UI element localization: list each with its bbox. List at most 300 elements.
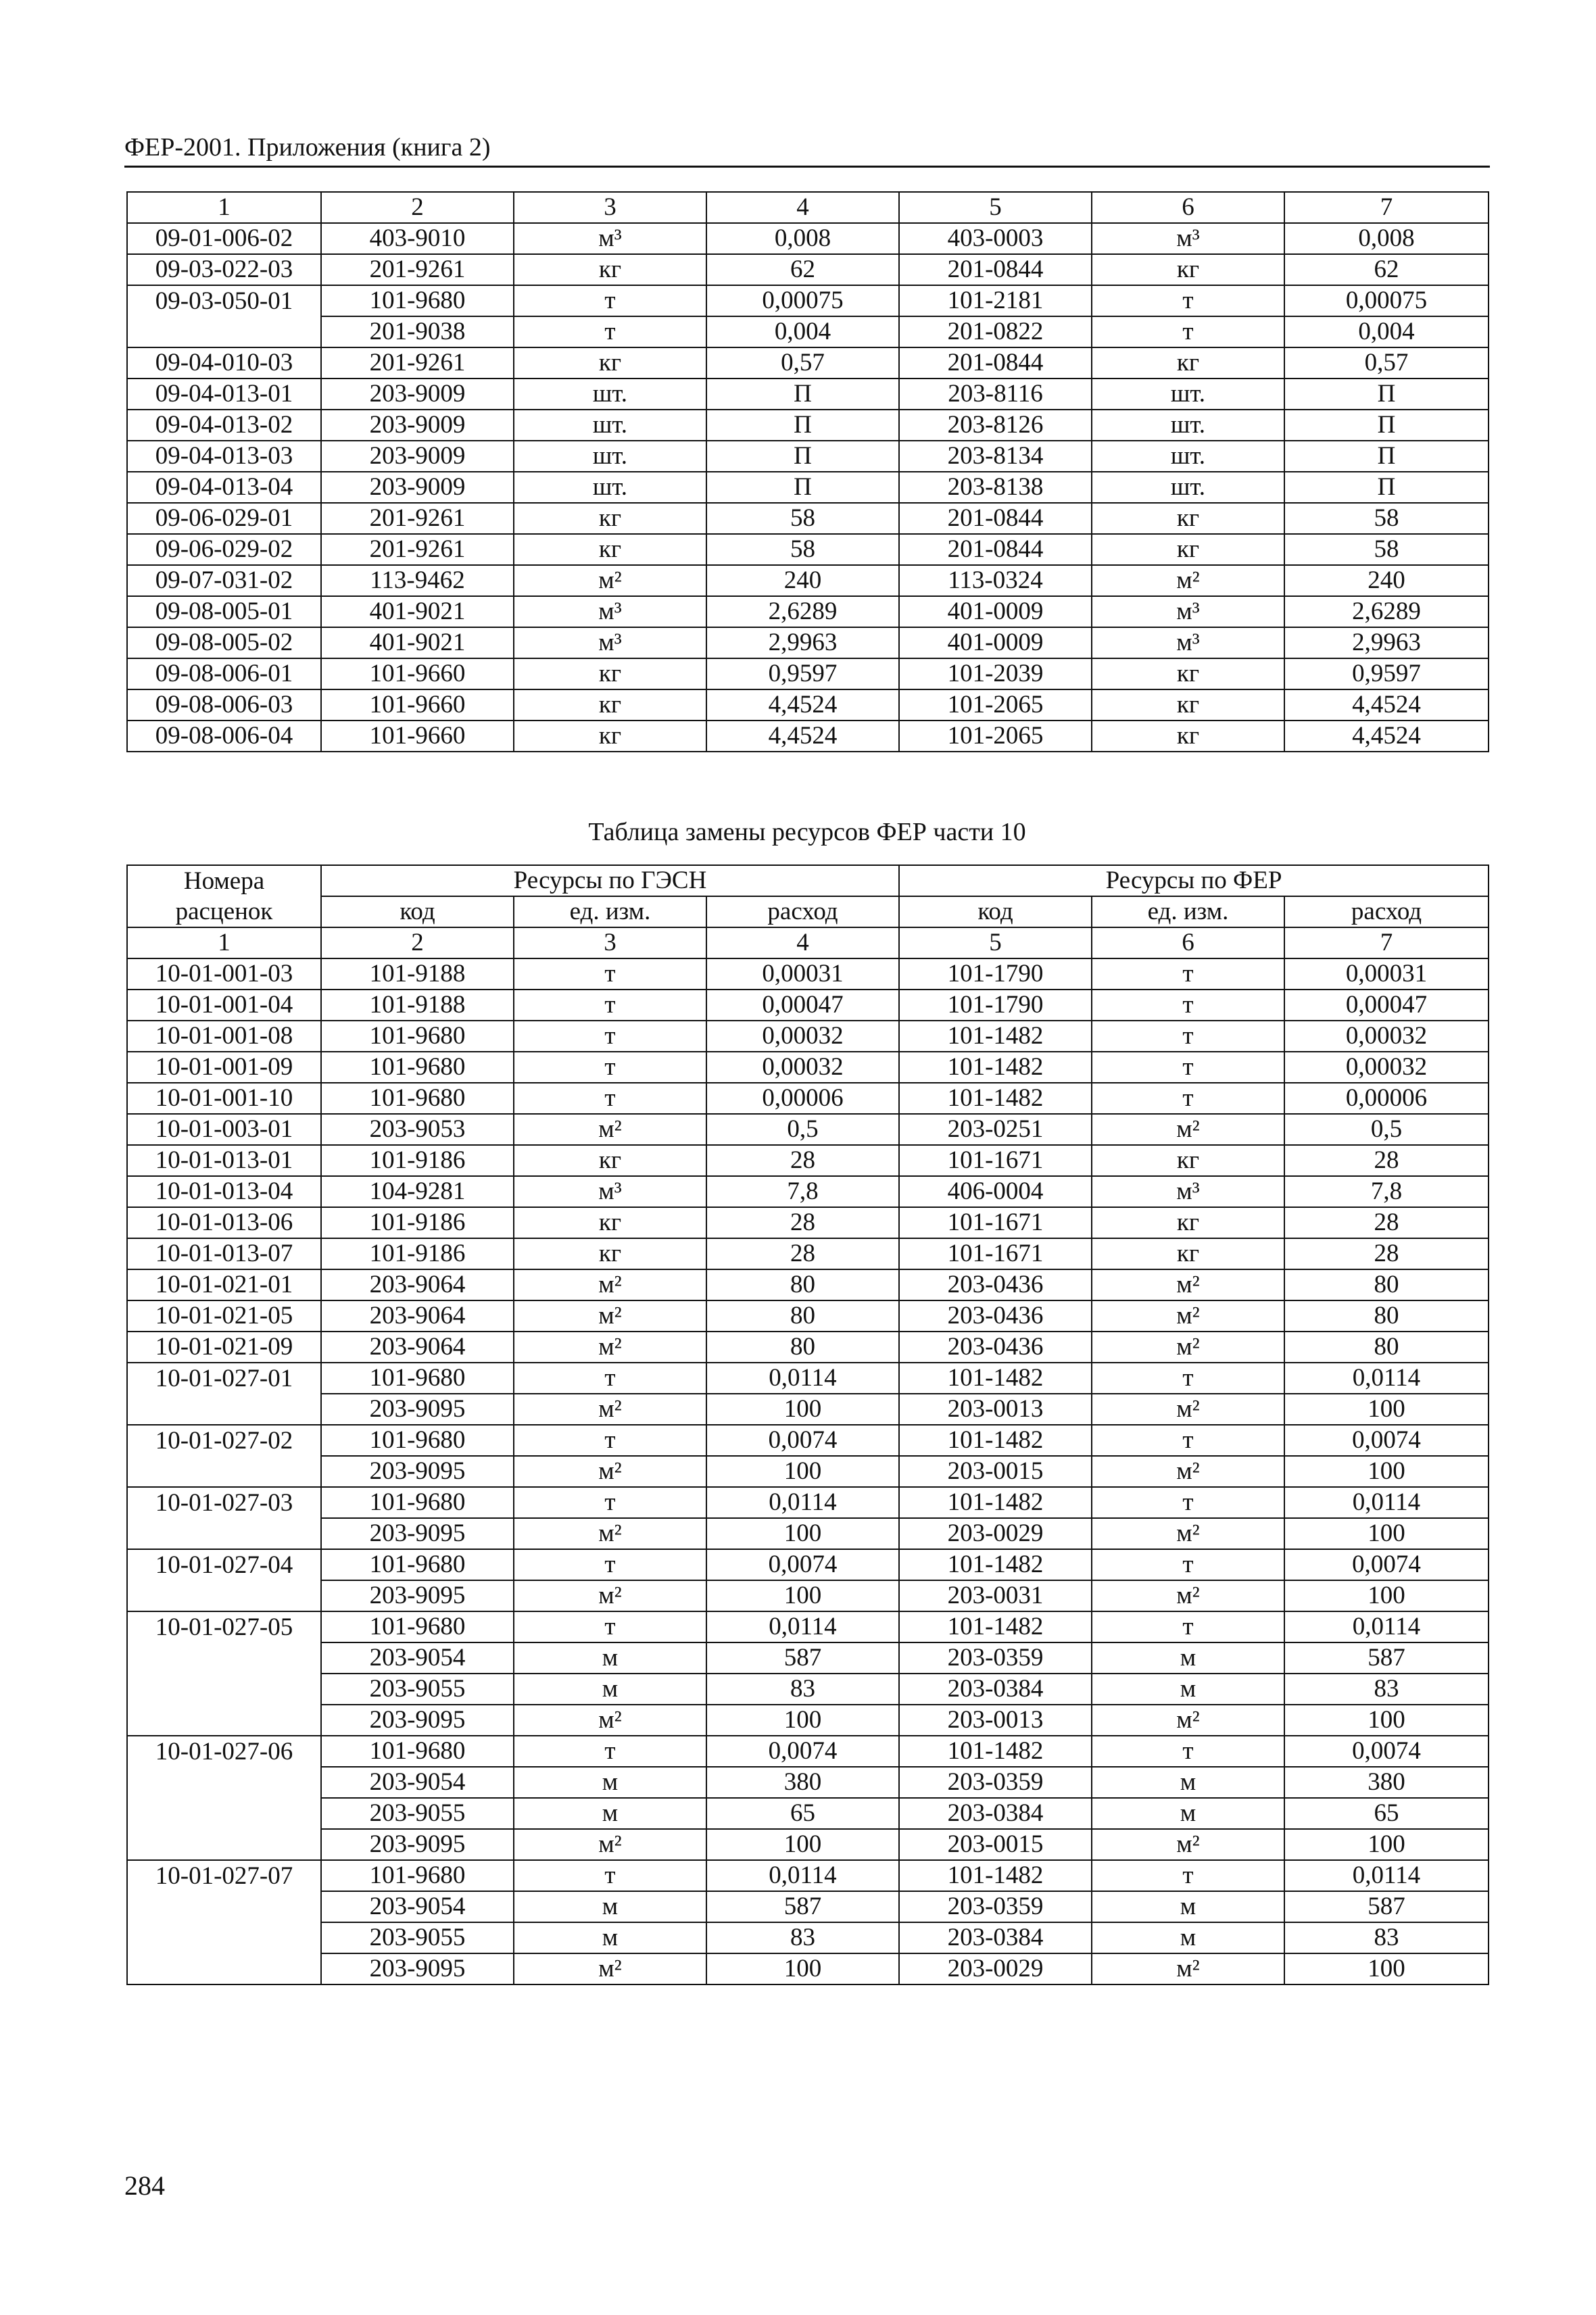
table-row bbox=[127, 1798, 1489, 1829]
rate-code bbox=[127, 1580, 321, 1611]
gesn-consumption: 0,00006 bbox=[706, 1083, 899, 1114]
table-row bbox=[127, 1642, 1489, 1674]
column-number: 5 bbox=[899, 927, 1092, 958]
column-number: 3 bbox=[514, 192, 706, 223]
fer-code: 406-0004 bbox=[899, 1176, 1092, 1207]
fer-code: 203-0251 bbox=[899, 1114, 1092, 1145]
fer-consumption: 240 bbox=[1284, 565, 1489, 596]
table-row bbox=[127, 1363, 1489, 1394]
gesn-code: 403-9010 bbox=[321, 223, 514, 254]
gesn-code: 203-9009 bbox=[321, 441, 514, 472]
rate-code: 09-04-013-01 bbox=[127, 379, 321, 410]
gesn-unit: м³ bbox=[514, 596, 706, 627]
fer-consumption: П bbox=[1284, 410, 1489, 441]
rate-code: 09-01-006-02 bbox=[127, 223, 321, 254]
gesn-consumption: 0,00031 bbox=[706, 958, 899, 990]
gesn-code: 203-9095 bbox=[321, 1705, 514, 1736]
rate-code: 09-04-013-03 bbox=[127, 441, 321, 472]
fer-consumption: 100 bbox=[1284, 1953, 1489, 1984]
fer-unit: кг bbox=[1092, 1238, 1284, 1269]
fer-code: 101-1482 bbox=[899, 1021, 1092, 1052]
fer-unit: шт. bbox=[1092, 472, 1284, 503]
fer-unit: м³ bbox=[1092, 627, 1284, 658]
fer-code: 101-2065 bbox=[899, 689, 1092, 721]
fer-code: 113-0324 bbox=[899, 565, 1092, 596]
gesn-code: 101-9680 bbox=[321, 1487, 514, 1518]
group-header-row bbox=[127, 865, 1489, 896]
fer-unit: т bbox=[1092, 1487, 1284, 1518]
gesn-code: 101-9188 bbox=[321, 990, 514, 1021]
gesn-code: 101-9660 bbox=[321, 658, 514, 689]
rate-code: 10-01-001-04 bbox=[127, 990, 321, 1021]
gesn-unit: м bbox=[514, 1642, 706, 1674]
fer-consumption: 28 bbox=[1284, 1238, 1489, 1269]
table-row bbox=[127, 1580, 1489, 1611]
gesn-unit: т bbox=[514, 990, 706, 1021]
fer-unit: м² bbox=[1092, 1269, 1284, 1300]
table-row bbox=[127, 316, 1489, 347]
fer-code: 201-0844 bbox=[899, 503, 1092, 534]
gesn-unit: м bbox=[514, 1922, 706, 1953]
gesn-unit: кг bbox=[514, 1145, 706, 1176]
gesn-code: 203-9095 bbox=[321, 1518, 514, 1549]
rate-code: 10-01-003-01 bbox=[127, 1114, 321, 1145]
fer-consumption: П bbox=[1284, 379, 1489, 410]
rate-code: 10-01-027-04 bbox=[127, 1549, 321, 1580]
table-row bbox=[127, 627, 1489, 658]
gesn-code: 101-9188 bbox=[321, 958, 514, 990]
rate-code: 10-01-013-01 bbox=[127, 1145, 321, 1176]
fer-consumption: 380 bbox=[1284, 1767, 1489, 1798]
fer-code: 203-8126 bbox=[899, 410, 1092, 441]
gesn-consumption: 240 bbox=[706, 565, 899, 596]
rate-code: 10-01-027-02 bbox=[127, 1425, 321, 1456]
gesn-consumption: 80 bbox=[706, 1332, 899, 1363]
fer-unit: м² bbox=[1092, 1580, 1284, 1611]
gesn-code: 113-9462 bbox=[321, 565, 514, 596]
fer-consumption: 80 bbox=[1284, 1269, 1489, 1300]
gesn-unit: кг bbox=[514, 1207, 706, 1238]
gesn-consumption: 0,0074 bbox=[706, 1425, 899, 1456]
rate-code bbox=[127, 1518, 321, 1549]
fer-consumption: 587 bbox=[1284, 1642, 1489, 1674]
fer-unit: т bbox=[1092, 285, 1284, 316]
gesn-consumption: 65 bbox=[706, 1798, 899, 1829]
fer-code: 101-1482 bbox=[899, 1425, 1092, 1456]
table-row bbox=[127, 689, 1489, 721]
fer-consumption: 80 bbox=[1284, 1300, 1489, 1332]
fer-code: 201-0822 bbox=[899, 316, 1092, 347]
rate-code bbox=[127, 1798, 321, 1829]
header-rate-numbers: Номера bbox=[127, 865, 321, 896]
gesn-consumption: 0,0114 bbox=[706, 1487, 899, 1518]
fer-unit: м² bbox=[1092, 1705, 1284, 1736]
gesn-unit: м³ bbox=[514, 223, 706, 254]
continuation-table-body bbox=[127, 192, 1489, 752]
fer-unit: м³ bbox=[1092, 223, 1284, 254]
fer-consumption: 58 bbox=[1284, 534, 1489, 565]
gesn-unit: т bbox=[514, 1487, 706, 1518]
table-row bbox=[127, 1083, 1489, 1114]
gesn-consumption: 0,0074 bbox=[706, 1549, 899, 1580]
fer-code: 101-1482 bbox=[899, 1487, 1092, 1518]
gesn-unit: шт. bbox=[514, 441, 706, 472]
table-row bbox=[127, 1456, 1489, 1487]
fer-code: 203-0436 bbox=[899, 1300, 1092, 1332]
rate-code: 10-01-001-10 bbox=[127, 1083, 321, 1114]
fer-unit: кг bbox=[1092, 1145, 1284, 1176]
fer-consumption: 83 bbox=[1284, 1922, 1489, 1953]
fer-code: 101-1482 bbox=[899, 1611, 1092, 1642]
table-row bbox=[127, 1052, 1489, 1083]
fer-consumption: 0,0074 bbox=[1284, 1736, 1489, 1767]
fer-consumption: 100 bbox=[1284, 1518, 1489, 1549]
header-rule bbox=[124, 166, 1490, 168]
gesn-unit: м bbox=[514, 1674, 706, 1705]
gesn-consumption: П bbox=[706, 410, 899, 441]
gesn-code: 101-9680 bbox=[321, 1860, 514, 1891]
rate-code: 10-01-021-05 bbox=[127, 1300, 321, 1332]
gesn-code: 203-9064 bbox=[321, 1269, 514, 1300]
table-row bbox=[127, 1269, 1489, 1300]
table-row bbox=[127, 990, 1489, 1021]
gesn-consumption: 0,9597 bbox=[706, 658, 899, 689]
gesn-code: 203-9055 bbox=[321, 1922, 514, 1953]
page-number: 284 bbox=[124, 2170, 165, 2201]
table-row bbox=[127, 596, 1489, 627]
fer-code: 203-0359 bbox=[899, 1891, 1092, 1922]
table-row bbox=[127, 1518, 1489, 1549]
table-row bbox=[127, 1207, 1489, 1238]
gesn-unit: м² bbox=[514, 1829, 706, 1860]
page-header-title: ФЕР-2001. Приложения (книга 2) bbox=[124, 133, 491, 162]
gesn-code: 101-9660 bbox=[321, 689, 514, 721]
fer-unit: т bbox=[1092, 1425, 1284, 1456]
resource-replacement-table-body bbox=[127, 865, 1489, 1984]
rate-code bbox=[127, 1953, 321, 1984]
gesn-consumption: 0,00032 bbox=[706, 1021, 899, 1052]
fer-consumption: 0,00031 bbox=[1284, 958, 1489, 990]
fer-code: 101-2065 bbox=[899, 721, 1092, 752]
fer-consumption: 100 bbox=[1284, 1829, 1489, 1860]
gesn-consumption: 0,008 bbox=[706, 223, 899, 254]
table-row bbox=[127, 1394, 1489, 1425]
fer-consumption: 0,00032 bbox=[1284, 1021, 1489, 1052]
fer-unit: т bbox=[1092, 1611, 1284, 1642]
gesn-code: 101-9680 bbox=[321, 1425, 514, 1456]
fer-unit: м² bbox=[1092, 1300, 1284, 1332]
fer-code: 101-2039 bbox=[899, 658, 1092, 689]
table-row bbox=[127, 1425, 1489, 1456]
rate-code: 10-01-021-09 bbox=[127, 1332, 321, 1363]
gesn-consumption: 100 bbox=[706, 1518, 899, 1549]
gesn-consumption: 58 bbox=[706, 503, 899, 534]
rate-code: 10-01-013-04 bbox=[127, 1176, 321, 1207]
rate-code bbox=[127, 1394, 321, 1425]
fer-unit: м bbox=[1092, 1767, 1284, 1798]
gesn-code: 104-9281 bbox=[321, 1176, 514, 1207]
fer-code: 203-0384 bbox=[899, 1674, 1092, 1705]
fer-consumption: П bbox=[1284, 441, 1489, 472]
table-row bbox=[127, 1176, 1489, 1207]
gesn-code: 201-9038 bbox=[321, 316, 514, 347]
gesn-code: 203-9009 bbox=[321, 472, 514, 503]
gesn-code: 203-9064 bbox=[321, 1332, 514, 1363]
gesn-unit: м² bbox=[514, 1394, 706, 1425]
fer-unit: м bbox=[1092, 1798, 1284, 1829]
fer-consumption: 0,5 bbox=[1284, 1114, 1489, 1145]
header-gesn-consumption: расход bbox=[706, 896, 899, 927]
gesn-consumption: 100 bbox=[706, 1456, 899, 1487]
gesn-unit: кг bbox=[514, 658, 706, 689]
fer-unit: т bbox=[1092, 1021, 1284, 1052]
fer-consumption: 0,00006 bbox=[1284, 1083, 1489, 1114]
resource-replacement-table bbox=[126, 864, 1489, 1985]
gesn-unit: кг bbox=[514, 721, 706, 752]
fer-consumption: 58 bbox=[1284, 503, 1489, 534]
gesn-code: 203-9095 bbox=[321, 1953, 514, 1984]
fer-code: 203-0436 bbox=[899, 1332, 1092, 1363]
table-row bbox=[127, 721, 1489, 752]
table-row bbox=[127, 1922, 1489, 1953]
fer-unit: кг bbox=[1092, 503, 1284, 534]
gesn-code: 101-9186 bbox=[321, 1238, 514, 1269]
rate-code: 09-08-006-03 bbox=[127, 689, 321, 721]
fer-unit: кг bbox=[1092, 658, 1284, 689]
fer-consumption: 4,4524 bbox=[1284, 721, 1489, 752]
fer-unit: м² bbox=[1092, 1518, 1284, 1549]
gesn-consumption: П bbox=[706, 379, 899, 410]
gesn-consumption: 62 bbox=[706, 254, 899, 285]
rate-code: 09-08-005-01 bbox=[127, 596, 321, 627]
fer-unit: кг bbox=[1092, 347, 1284, 379]
fer-consumption: 100 bbox=[1284, 1580, 1489, 1611]
gesn-unit: м² bbox=[514, 1114, 706, 1145]
gesn-unit: м² bbox=[514, 1953, 706, 1984]
fer-code: 101-1482 bbox=[899, 1549, 1092, 1580]
fer-code: 203-0013 bbox=[899, 1705, 1092, 1736]
gesn-consumption: 0,0114 bbox=[706, 1860, 899, 1891]
gesn-code: 101-9680 bbox=[321, 1021, 514, 1052]
gesn-code: 101-9680 bbox=[321, 1363, 514, 1394]
fer-unit: т bbox=[1092, 958, 1284, 990]
fer-unit: шт. bbox=[1092, 441, 1284, 472]
fer-consumption: 0,00047 bbox=[1284, 990, 1489, 1021]
rate-code: 10-01-013-06 bbox=[127, 1207, 321, 1238]
gesn-code: 101-9186 bbox=[321, 1207, 514, 1238]
fer-consumption: 2,9963 bbox=[1284, 627, 1489, 658]
fer-code: 401-0009 bbox=[899, 627, 1092, 658]
rate-code: 10-01-027-05 bbox=[127, 1611, 321, 1642]
gesn-unit: т bbox=[514, 1611, 706, 1642]
table-row bbox=[127, 472, 1489, 503]
fer-consumption: 80 bbox=[1284, 1332, 1489, 1363]
column-number: 4 bbox=[706, 927, 899, 958]
gesn-consumption: 83 bbox=[706, 1922, 899, 1953]
gesn-code: 101-9660 bbox=[321, 721, 514, 752]
table-row bbox=[127, 347, 1489, 379]
fer-unit: м bbox=[1092, 1674, 1284, 1705]
rate-code bbox=[127, 1891, 321, 1922]
gesn-unit: кг bbox=[514, 689, 706, 721]
fer-unit: шт. bbox=[1092, 410, 1284, 441]
fer-code: 101-2181 bbox=[899, 285, 1092, 316]
gesn-unit: м² bbox=[514, 1705, 706, 1736]
rate-code: 09-06-029-01 bbox=[127, 503, 321, 534]
gesn-unit: т bbox=[514, 1425, 706, 1456]
fer-code: 101-1482 bbox=[899, 1860, 1092, 1891]
table-row bbox=[127, 223, 1489, 254]
rate-code: 09-04-013-02 bbox=[127, 410, 321, 441]
gesn-unit: шт. bbox=[514, 379, 706, 410]
rate-code bbox=[127, 1705, 321, 1736]
table-row bbox=[127, 534, 1489, 565]
header-fer-code: код bbox=[899, 896, 1092, 927]
gesn-consumption: 2,9963 bbox=[706, 627, 899, 658]
column-number: 3 bbox=[514, 927, 706, 958]
gesn-unit: т bbox=[514, 285, 706, 316]
gesn-unit: м² bbox=[514, 1456, 706, 1487]
table-row bbox=[127, 1829, 1489, 1860]
fer-unit: м bbox=[1092, 1891, 1284, 1922]
fer-unit: м² bbox=[1092, 1114, 1284, 1145]
table-row bbox=[127, 1953, 1489, 1984]
gesn-unit: т bbox=[514, 1021, 706, 1052]
column-number-row bbox=[127, 927, 1489, 958]
sub-header-row bbox=[127, 896, 1489, 927]
fer-unit: т bbox=[1092, 990, 1284, 1021]
fer-code: 203-0384 bbox=[899, 1922, 1092, 1953]
gesn-unit: м² bbox=[514, 1269, 706, 1300]
gesn-unit: м³ bbox=[514, 627, 706, 658]
gesn-consumption: 28 bbox=[706, 1145, 899, 1176]
gesn-code: 101-9680 bbox=[321, 1083, 514, 1114]
rate-code bbox=[127, 1456, 321, 1487]
fer-code: 403-0003 bbox=[899, 223, 1092, 254]
fer-consumption: 83 bbox=[1284, 1674, 1489, 1705]
fer-consumption: 62 bbox=[1284, 254, 1489, 285]
fer-unit: м bbox=[1092, 1922, 1284, 1953]
continuation-table bbox=[126, 191, 1489, 752]
gesn-unit: м² bbox=[514, 1300, 706, 1332]
fer-code: 203-0436 bbox=[899, 1269, 1092, 1300]
rate-code: 09-08-006-01 bbox=[127, 658, 321, 689]
gesn-consumption: 100 bbox=[706, 1953, 899, 1984]
rate-code: 10-01-021-01 bbox=[127, 1269, 321, 1300]
column-number: 7 bbox=[1284, 192, 1489, 223]
fer-consumption: 0,008 bbox=[1284, 223, 1489, 254]
fer-consumption: 100 bbox=[1284, 1705, 1489, 1736]
fer-code: 101-1482 bbox=[899, 1736, 1092, 1767]
gesn-consumption: 28 bbox=[706, 1207, 899, 1238]
rate-code bbox=[127, 1767, 321, 1798]
gesn-consumption: 587 bbox=[706, 1891, 899, 1922]
table-row bbox=[127, 1611, 1489, 1642]
fer-unit: кг bbox=[1092, 721, 1284, 752]
table-row bbox=[127, 379, 1489, 410]
gesn-consumption: 100 bbox=[706, 1394, 899, 1425]
fer-consumption: 0,004 bbox=[1284, 316, 1489, 347]
rate-code: 10-01-001-09 bbox=[127, 1052, 321, 1083]
fer-consumption: 100 bbox=[1284, 1456, 1489, 1487]
gesn-consumption: 0,004 bbox=[706, 316, 899, 347]
table-row bbox=[127, 410, 1489, 441]
gesn-code: 101-9680 bbox=[321, 1549, 514, 1580]
gesn-consumption: 0,00075 bbox=[706, 285, 899, 316]
table-row bbox=[127, 1891, 1489, 1922]
fer-consumption: 0,00032 bbox=[1284, 1052, 1489, 1083]
gesn-consumption: 0,00032 bbox=[706, 1052, 899, 1083]
gesn-consumption: 0,0074 bbox=[706, 1736, 899, 1767]
fer-unit: т bbox=[1092, 1083, 1284, 1114]
header-gesn-code: код bbox=[321, 896, 514, 927]
fer-consumption: 0,0114 bbox=[1284, 1611, 1489, 1642]
fer-unit: м² bbox=[1092, 565, 1284, 596]
gesn-code: 401-9021 bbox=[321, 596, 514, 627]
gesn-code: 201-9261 bbox=[321, 503, 514, 534]
gesn-unit: т bbox=[514, 1363, 706, 1394]
table-row bbox=[127, 254, 1489, 285]
table-row bbox=[127, 1114, 1489, 1145]
gesn-code: 203-9053 bbox=[321, 1114, 514, 1145]
fer-code: 203-0359 bbox=[899, 1642, 1092, 1674]
gesn-consumption: 7,8 bbox=[706, 1176, 899, 1207]
header-gesn-unit: ед. изм. bbox=[514, 896, 706, 927]
rate-code: 09-03-022-03 bbox=[127, 254, 321, 285]
table-row bbox=[127, 1021, 1489, 1052]
fer-unit: т bbox=[1092, 1052, 1284, 1083]
column-number: 2 bbox=[321, 927, 514, 958]
gesn-code: 201-9261 bbox=[321, 534, 514, 565]
rate-code bbox=[127, 1829, 321, 1860]
gesn-code: 201-9261 bbox=[321, 347, 514, 379]
fer-code: 101-1671 bbox=[899, 1145, 1092, 1176]
fer-unit: м² bbox=[1092, 1332, 1284, 1363]
gesn-code: 101-9680 bbox=[321, 285, 514, 316]
gesn-unit: м² bbox=[514, 565, 706, 596]
gesn-consumption: 28 bbox=[706, 1238, 899, 1269]
rate-code bbox=[127, 1642, 321, 1674]
gesn-consumption: 0,00047 bbox=[706, 990, 899, 1021]
fer-code: 101-1482 bbox=[899, 1052, 1092, 1083]
column-number: 5 bbox=[899, 192, 1092, 223]
gesn-unit: кг bbox=[514, 254, 706, 285]
fer-code: 203-0013 bbox=[899, 1394, 1092, 1425]
table-row bbox=[127, 1332, 1489, 1363]
fer-unit: м² bbox=[1092, 1456, 1284, 1487]
gesn-consumption: 80 bbox=[706, 1269, 899, 1300]
gesn-consumption: 0,57 bbox=[706, 347, 899, 379]
fer-unit: м bbox=[1092, 1642, 1284, 1674]
rate-code bbox=[127, 1922, 321, 1953]
gesn-code: 203-9054 bbox=[321, 1642, 514, 1674]
gesn-code: 203-9064 bbox=[321, 1300, 514, 1332]
gesn-code: 203-9095 bbox=[321, 1580, 514, 1611]
fer-consumption: П bbox=[1284, 472, 1489, 503]
gesn-unit: м³ bbox=[514, 1176, 706, 1207]
fer-code: 201-0844 bbox=[899, 347, 1092, 379]
rate-code: 09-03-050-01 bbox=[127, 285, 321, 316]
fer-code: 203-0384 bbox=[899, 1798, 1092, 1829]
fer-unit: шт. bbox=[1092, 379, 1284, 410]
table-row bbox=[127, 1767, 1489, 1798]
gesn-unit: т bbox=[514, 1549, 706, 1580]
gesn-unit: кг bbox=[514, 534, 706, 565]
gesn-code: 401-9021 bbox=[321, 627, 514, 658]
table-row bbox=[127, 1860, 1489, 1891]
gesn-unit: т bbox=[514, 316, 706, 347]
fer-unit: м³ bbox=[1092, 596, 1284, 627]
